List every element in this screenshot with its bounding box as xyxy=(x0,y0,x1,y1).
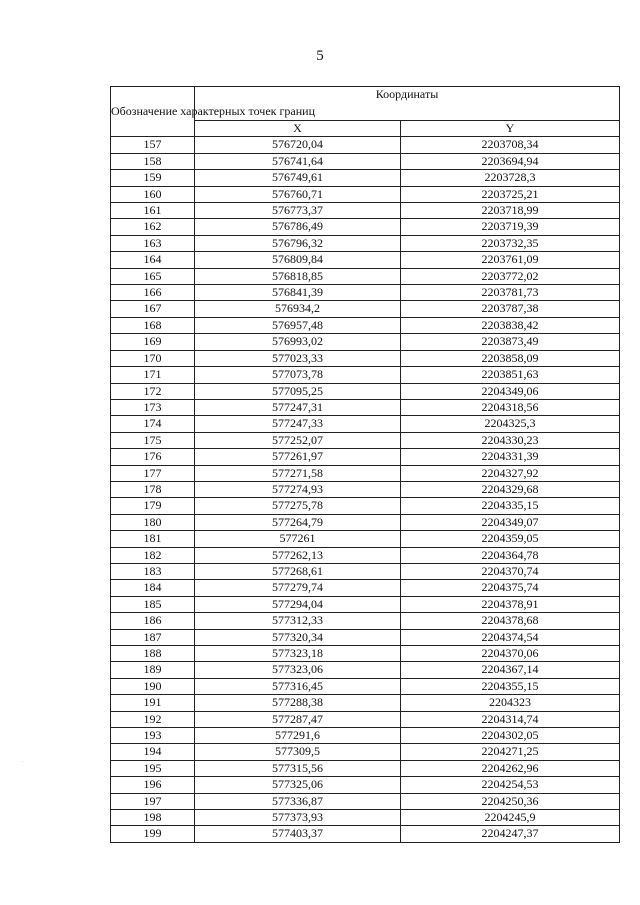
table-row xyxy=(111,416,620,432)
table-row xyxy=(111,760,620,776)
table-row xyxy=(111,301,620,317)
point-cell: 181 xyxy=(111,531,195,547)
y-cell: 2204247,37 xyxy=(401,826,620,842)
y-cell: 2204262,96 xyxy=(401,760,620,776)
point-cell: 159 xyxy=(111,170,195,186)
point-cell: 194 xyxy=(111,744,195,760)
table-row xyxy=(111,777,620,793)
point-cell: 190 xyxy=(111,678,195,694)
point-cell: 184 xyxy=(111,580,195,596)
point-cell: 187 xyxy=(111,629,195,645)
point-cell: 160 xyxy=(111,186,195,202)
point-cell: 191 xyxy=(111,695,195,711)
point-cell: 182 xyxy=(111,547,195,563)
x-cell: 576993,02 xyxy=(195,334,401,350)
y-cell: 2203718,99 xyxy=(401,203,620,219)
x-cell: 576818,85 xyxy=(195,268,401,284)
table-row xyxy=(111,350,620,366)
table-row xyxy=(111,465,620,481)
x-cell: 576749,61 xyxy=(195,170,401,186)
point-cell: 177 xyxy=(111,465,195,481)
x-cell: 577262,13 xyxy=(195,547,401,563)
table-row xyxy=(111,629,620,645)
y-cell: 2203719,39 xyxy=(401,219,620,235)
point-cell: 167 xyxy=(111,301,195,317)
table-row xyxy=(111,728,620,744)
y-cell: 2204325,3 xyxy=(401,416,620,432)
x-cell: 577373,93 xyxy=(195,810,401,826)
table-row xyxy=(111,219,620,235)
table-row xyxy=(111,153,620,169)
y-header: Y xyxy=(401,121,620,137)
point-cell: 197 xyxy=(111,793,195,809)
table-body xyxy=(111,137,620,842)
y-cell: 2204318,56 xyxy=(401,399,620,415)
x-cell: 577323,18 xyxy=(195,646,401,662)
table-row xyxy=(111,744,620,760)
x-cell: 577261 xyxy=(195,531,401,547)
table-row xyxy=(111,596,620,612)
point-cell: 179 xyxy=(111,498,195,514)
x-cell: 577095,25 xyxy=(195,383,401,399)
table-row xyxy=(111,580,620,596)
y-cell: 2203851,63 xyxy=(401,367,620,383)
y-cell: 2203732,35 xyxy=(401,235,620,251)
point-cell: 192 xyxy=(111,711,195,727)
table-row xyxy=(111,383,620,399)
coordinates-table xyxy=(110,86,620,843)
x-cell: 576786,49 xyxy=(195,219,401,235)
x-cell: 577294,04 xyxy=(195,596,401,612)
table-row xyxy=(111,547,620,563)
y-cell: 2203772,02 xyxy=(401,268,620,284)
point-cell: 168 xyxy=(111,317,195,333)
point-cell: 164 xyxy=(111,252,195,268)
x-cell: 577291,6 xyxy=(195,728,401,744)
point-cell: 186 xyxy=(111,613,195,629)
x-cell: 577316,45 xyxy=(195,678,401,694)
table-row xyxy=(111,662,620,678)
point-cell: 185 xyxy=(111,596,195,612)
y-cell: 2203708,34 xyxy=(401,137,620,153)
table-row xyxy=(111,810,620,826)
y-cell: 2203838,42 xyxy=(401,317,620,333)
point-cell: 183 xyxy=(111,563,195,579)
y-cell: 2204370,06 xyxy=(401,646,620,662)
x-cell: 577261,97 xyxy=(195,449,401,465)
point-cell: 188 xyxy=(111,646,195,662)
y-cell: 2204331,39 xyxy=(401,449,620,465)
table-row xyxy=(111,531,620,547)
table-row xyxy=(111,317,620,333)
x-cell: 577073,78 xyxy=(195,367,401,383)
y-cell: 2204329,68 xyxy=(401,481,620,497)
table-row xyxy=(111,285,620,301)
table-row xyxy=(111,514,620,530)
x-cell: 577271,58 xyxy=(195,465,401,481)
point-cell: 199 xyxy=(111,826,195,842)
point-cell: 198 xyxy=(111,810,195,826)
x-cell: 577323,06 xyxy=(195,662,401,678)
x-cell: 577247,31 xyxy=(195,399,401,415)
table-row xyxy=(111,481,620,497)
point-cell: 157 xyxy=(111,137,195,153)
x-cell: 577309,5 xyxy=(195,744,401,760)
y-cell: 2203873,49 xyxy=(401,334,620,350)
table-row xyxy=(111,563,620,579)
y-cell: 2204330,23 xyxy=(401,432,620,448)
y-cell: 2204375,74 xyxy=(401,580,620,596)
point-cell: 169 xyxy=(111,334,195,350)
y-cell: 2203761,09 xyxy=(401,252,620,268)
point-cell: 195 xyxy=(111,760,195,776)
x-cell: 576741,64 xyxy=(195,153,401,169)
point-cell: 171 xyxy=(111,367,195,383)
point-cell: 176 xyxy=(111,449,195,465)
point-cell: 175 xyxy=(111,432,195,448)
table-row xyxy=(111,334,620,350)
y-cell: 2204378,91 xyxy=(401,596,620,612)
x-cell: 577287,47 xyxy=(195,711,401,727)
x-cell: 576773,37 xyxy=(195,203,401,219)
y-cell: 2204302,05 xyxy=(401,728,620,744)
y-cell: 2204250,36 xyxy=(401,793,620,809)
coordinates-header: Координаты xyxy=(195,87,620,121)
table-row xyxy=(111,367,620,383)
point-cell: 172 xyxy=(111,383,195,399)
table-row xyxy=(111,826,620,842)
x-cell: 577247,33 xyxy=(195,416,401,432)
point-cell: 174 xyxy=(111,416,195,432)
x-cell: 577325,06 xyxy=(195,777,401,793)
table-row xyxy=(111,137,620,153)
x-cell: 577268,61 xyxy=(195,563,401,579)
x-cell: 576934,2 xyxy=(195,301,401,317)
y-cell: 2203725,21 xyxy=(401,186,620,202)
y-cell: 2203858,09 xyxy=(401,350,620,366)
page-number: 5 xyxy=(316,48,324,64)
y-cell: 2204349,07 xyxy=(401,514,620,530)
y-cell: 2204254,53 xyxy=(401,777,620,793)
table-header xyxy=(111,87,620,137)
table-row xyxy=(111,432,620,448)
y-cell: 2203787,38 xyxy=(401,301,620,317)
point-cell: 162 xyxy=(111,219,195,235)
table-row xyxy=(111,235,620,251)
table-row xyxy=(111,170,620,186)
table-row xyxy=(111,268,620,284)
x-cell: 576720,04 xyxy=(195,137,401,153)
y-cell: 2204349,06 xyxy=(401,383,620,399)
point-cell: 189 xyxy=(111,662,195,678)
x-cell: 577336,87 xyxy=(195,793,401,809)
table-row xyxy=(111,695,620,711)
y-cell: 2204323 xyxy=(401,695,620,711)
point-cell: 170 xyxy=(111,350,195,366)
y-cell: 2203781,73 xyxy=(401,285,620,301)
x-cell: 576809,84 xyxy=(195,252,401,268)
y-cell: 2204364,78 xyxy=(401,547,620,563)
table-row xyxy=(111,203,620,219)
x-cell: 577312,33 xyxy=(195,613,401,629)
y-cell: 2204367,14 xyxy=(401,662,620,678)
x-cell: 577279,74 xyxy=(195,580,401,596)
x-header: X xyxy=(195,121,401,137)
y-cell: 2204271,25 xyxy=(401,744,620,760)
y-cell: 2203694,94 xyxy=(401,153,620,169)
x-cell: 576841,39 xyxy=(195,285,401,301)
y-cell: 2204335,15 xyxy=(401,498,620,514)
table-row xyxy=(111,793,620,809)
y-cell: 2204327,92 xyxy=(401,465,620,481)
y-cell: 2204355,15 xyxy=(401,678,620,694)
table-row xyxy=(111,613,620,629)
point-cell: 165 xyxy=(111,268,195,284)
scan-speck: · xyxy=(22,760,25,765)
y-cell: 2203728,3 xyxy=(401,170,620,186)
point-cell: 193 xyxy=(111,728,195,744)
x-cell: 576957,48 xyxy=(195,317,401,333)
x-cell: 577023,33 xyxy=(195,350,401,366)
x-cell: 577275,78 xyxy=(195,498,401,514)
x-cell: 577288,38 xyxy=(195,695,401,711)
point-cell: 173 xyxy=(111,399,195,415)
point-cell: 178 xyxy=(111,481,195,497)
table-row xyxy=(111,186,620,202)
point-cell: 166 xyxy=(111,285,195,301)
table-row xyxy=(111,498,620,514)
table-row xyxy=(111,711,620,727)
x-cell: 577320,34 xyxy=(195,629,401,645)
table-row xyxy=(111,678,620,694)
table-row xyxy=(111,449,620,465)
point-cell: 180 xyxy=(111,514,195,530)
y-cell: 2204374,54 xyxy=(401,629,620,645)
x-cell: 577274,93 xyxy=(195,481,401,497)
y-cell: 2204378,68 xyxy=(401,613,620,629)
point-cell: 161 xyxy=(111,203,195,219)
x-cell: 576796,32 xyxy=(195,235,401,251)
table-row xyxy=(111,252,620,268)
y-cell: 2204314,74 xyxy=(401,711,620,727)
y-cell: 2204245,9 xyxy=(401,810,620,826)
x-cell: 577315,56 xyxy=(195,760,401,776)
x-cell: 576760,71 xyxy=(195,186,401,202)
table-row xyxy=(111,399,620,415)
x-cell: 577264,79 xyxy=(195,514,401,530)
point-cell: 163 xyxy=(111,235,195,251)
x-cell: 577403,37 xyxy=(195,826,401,842)
designation-header: Обозначение характерных точек границ xyxy=(111,87,195,137)
point-cell: 196 xyxy=(111,777,195,793)
point-cell: 158 xyxy=(111,153,195,169)
y-cell: 2204370,74 xyxy=(401,563,620,579)
y-cell: 2204359,05 xyxy=(401,531,620,547)
table-row xyxy=(111,646,620,662)
x-cell: 577252,07 xyxy=(195,432,401,448)
